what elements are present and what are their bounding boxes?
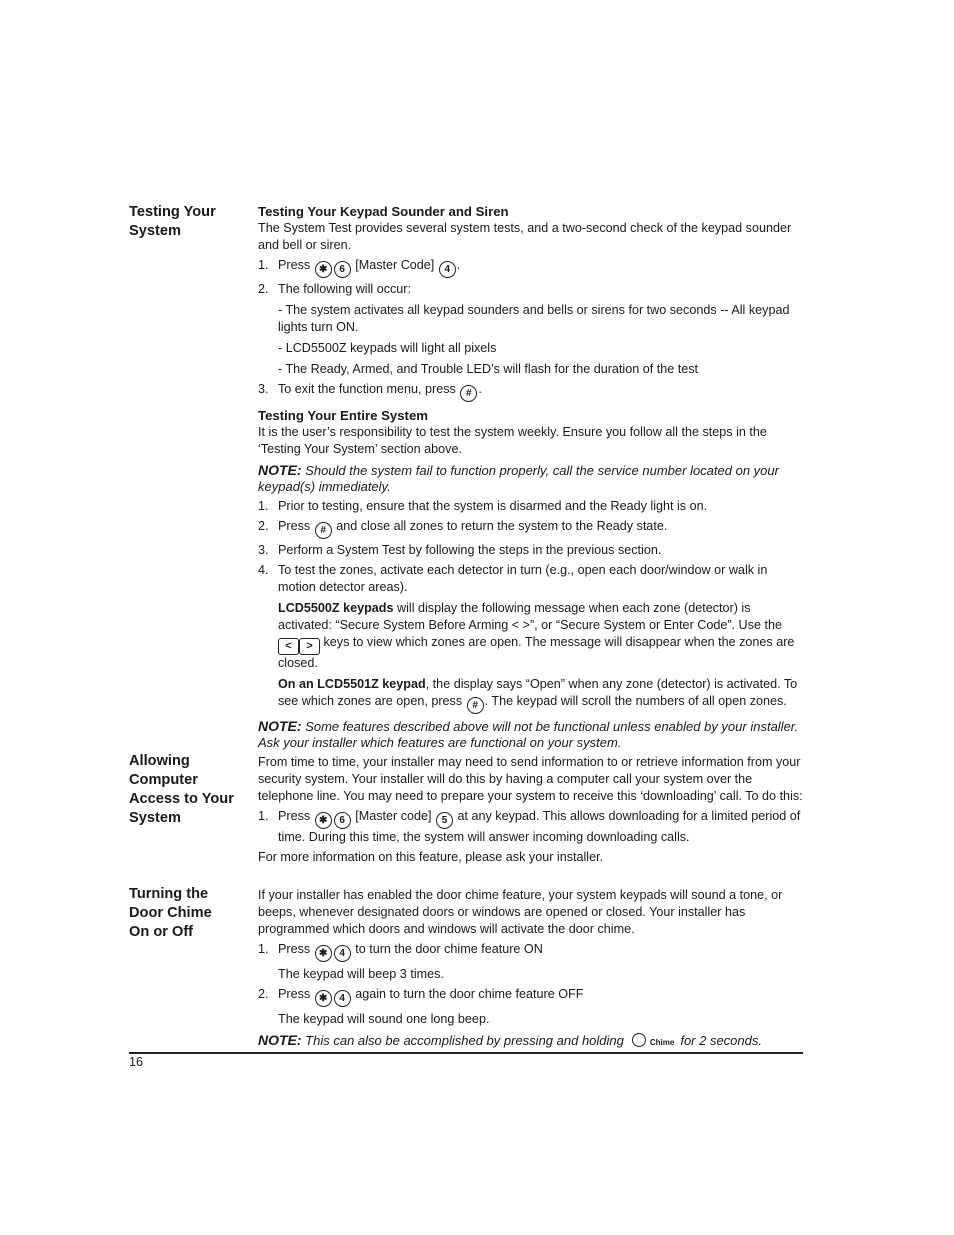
lcd5500-text-2: keys to view which zones are open. The message will disappear when the zones are closed. xyxy=(278,635,795,670)
step-item xyxy=(258,257,803,278)
side-title-line: System xyxy=(129,810,181,826)
keypad-heading: Testing Your Keypad Sounder and Siren xyxy=(258,204,509,219)
step-item xyxy=(258,562,803,596)
step-number: 2. xyxy=(258,519,269,533)
step-number: 1. xyxy=(258,499,269,513)
pound-key-icon: # xyxy=(460,385,477,402)
note xyxy=(258,1032,803,1051)
note xyxy=(258,462,803,495)
note-text: Should the system fail to function properly, call the service number located on your keypad(s) immediately. xyxy=(258,463,779,494)
step-item xyxy=(258,986,803,1007)
step-item xyxy=(258,498,803,515)
side-title-line: Computer xyxy=(129,772,198,788)
side-title-line: Testing Your xyxy=(129,204,216,220)
entire-intro: It is the user’s responsibility to test the system weekly. Ensure you follow all the steps in the ‘Testing Your System’ section above. xyxy=(258,425,767,456)
note-label: NOTE: xyxy=(258,462,302,478)
step-text: To test the zones, activate each detector in turn (e.g., open each door/window or walk in motion detector areas). xyxy=(278,563,768,594)
side-title-line: Allowing xyxy=(129,753,190,769)
press-label: Press xyxy=(278,258,311,272)
press-label: Press xyxy=(278,519,311,533)
period: . xyxy=(456,258,461,272)
chime-key-icon xyxy=(632,1033,646,1047)
side-title-line: Turning the xyxy=(129,886,209,902)
lcd5501-paragraph xyxy=(258,676,803,714)
four-key-icon: 4 xyxy=(334,945,351,962)
five-key-icon: 5 xyxy=(436,812,453,829)
side-title-computer xyxy=(129,752,249,828)
lcd5500-label: LCD5500Z keypads xyxy=(278,601,394,615)
star-key-icon: ✱ xyxy=(315,812,332,829)
star-key-icon: ✱ xyxy=(315,945,332,962)
lcd5501-text-2: . The keypad will scroll the numbers of all open zones. xyxy=(484,694,787,708)
four-key-icon: 4 xyxy=(334,990,351,1007)
note-label: NOTE: xyxy=(258,1032,302,1048)
step-number: 1. xyxy=(258,258,269,272)
lcd5500-text: will display the following message when each zone (detector) is activated: “Secure System Before Arming < >”, or “Secure System or Enter Code”. Use the xyxy=(278,601,782,632)
computer-more: For more information on this feature, please ask your installer. xyxy=(258,850,604,864)
testing-section xyxy=(258,204,803,751)
step-item xyxy=(258,281,803,298)
note-label: NOTE: xyxy=(258,718,302,734)
star-key-icon: ✱ xyxy=(315,990,332,1007)
period: . xyxy=(478,382,482,396)
star-key-icon: ✱ xyxy=(315,261,332,278)
side-title-line: Access to Your xyxy=(129,791,234,807)
note-text: Some features described above will not be functional unless enabled by your installer. Ask your installer which features are functional on your system. xyxy=(258,719,799,750)
chime-section xyxy=(258,887,803,1051)
step-item xyxy=(258,941,803,962)
six-key-icon: 6 xyxy=(334,812,351,829)
master-code-label: [Master Code] xyxy=(355,258,435,272)
computer-section xyxy=(258,754,803,866)
side-title-line: On or Off xyxy=(129,924,194,940)
side-title-line: Door Chime xyxy=(129,905,212,921)
step-text: at any keypad. This allows downloading for a limited period of time. During this time, the system will answer incoming downloading calls. xyxy=(278,809,801,844)
side-title-chime xyxy=(129,885,249,942)
note-end: for 2 seconds. xyxy=(680,1033,762,1048)
sub-item: - The Ready, Armed, and Trouble LED’s will flash for the duration of the test xyxy=(278,362,699,376)
chime-intro: If your installer has enabled the door chime feature, your system keypads will sound a tone, or beeps, whenever designated doors or windows are opened or closed. Your installer has programmed which doors and windows will activate the door chime. xyxy=(258,888,783,936)
step-text: Perform a System Test by following the steps in the previous section. xyxy=(278,543,662,557)
keypad-intro: The System Test provides several system tests, and a two-second check of the keypad sounder and bell or siren. xyxy=(258,221,792,252)
step-text: to turn the door chime feature ON xyxy=(355,942,543,956)
sub-item: - LCD5500Z keypads will light all pixels xyxy=(278,341,497,355)
six-key-icon: 6 xyxy=(334,261,351,278)
step-number: 1. xyxy=(258,942,269,956)
step-number: 4. xyxy=(258,563,269,577)
step-text: To exit the function menu, press xyxy=(278,382,456,396)
four-key-icon: 4 xyxy=(439,261,456,278)
master-code-label: [Master code] xyxy=(355,809,432,823)
lcd5501-label: On an LCD5501Z keypad xyxy=(278,677,426,691)
lcd5500-paragraph xyxy=(258,600,803,672)
press-label: Press xyxy=(278,809,311,823)
step-item xyxy=(258,808,803,846)
step-text: Prior to testing, ensure that the system is disarmed and the Ready light is on. xyxy=(278,499,708,513)
step-result: The keypad will sound one long beep. xyxy=(278,1012,490,1026)
chime-key-label: Chime xyxy=(649,1038,675,1047)
pound-key-icon: # xyxy=(315,522,332,539)
lcd5501-text: , the display says “Open” when any zone (detector) is activated. To see which zones are open, press xyxy=(278,677,798,708)
press-label: Press xyxy=(278,987,311,1001)
step-result: The keypad will beep 3 times. xyxy=(278,967,444,981)
side-title-line: System xyxy=(129,223,181,239)
step-item xyxy=(258,518,803,539)
left-arrow-key-icon: < xyxy=(278,638,299,655)
step-text: again to turn the door chime feature OFF xyxy=(355,987,584,1001)
step-text: and close all zones to return the system to the Ready state. xyxy=(336,519,668,533)
entire-heading: Testing Your Entire System xyxy=(258,408,429,423)
computer-intro: From time to time, your installer may need to send information to or retrieve information from your security system. Your installer will do this by having a computer call your system over the telephone line. You may need to prepare your system to receive this ‘downloading’ call. To do this: xyxy=(258,755,803,803)
step-number: 3. xyxy=(258,382,269,396)
step-number: 1. xyxy=(258,809,269,823)
step-text: The following will occur: xyxy=(278,282,411,296)
step-number: 2. xyxy=(258,987,269,1001)
right-arrow-key-icon: > xyxy=(299,638,320,655)
page-number: 16 xyxy=(129,1055,144,1069)
note-text: This can also be accomplished by pressing and holding xyxy=(301,1033,624,1048)
step-item xyxy=(258,542,803,559)
step-number: 2. xyxy=(258,282,269,296)
footer-rule xyxy=(129,1052,803,1054)
pound-key-icon: # xyxy=(467,697,484,714)
note xyxy=(258,718,803,751)
sub-item: - The system activates all keypad sounders and bells or sirens for two seconds -- All keypad lights turn ON. xyxy=(278,303,790,334)
side-title-testing xyxy=(129,203,249,241)
press-label: Press xyxy=(278,942,311,956)
step-number: 3. xyxy=(258,543,269,557)
step-item xyxy=(258,381,803,402)
